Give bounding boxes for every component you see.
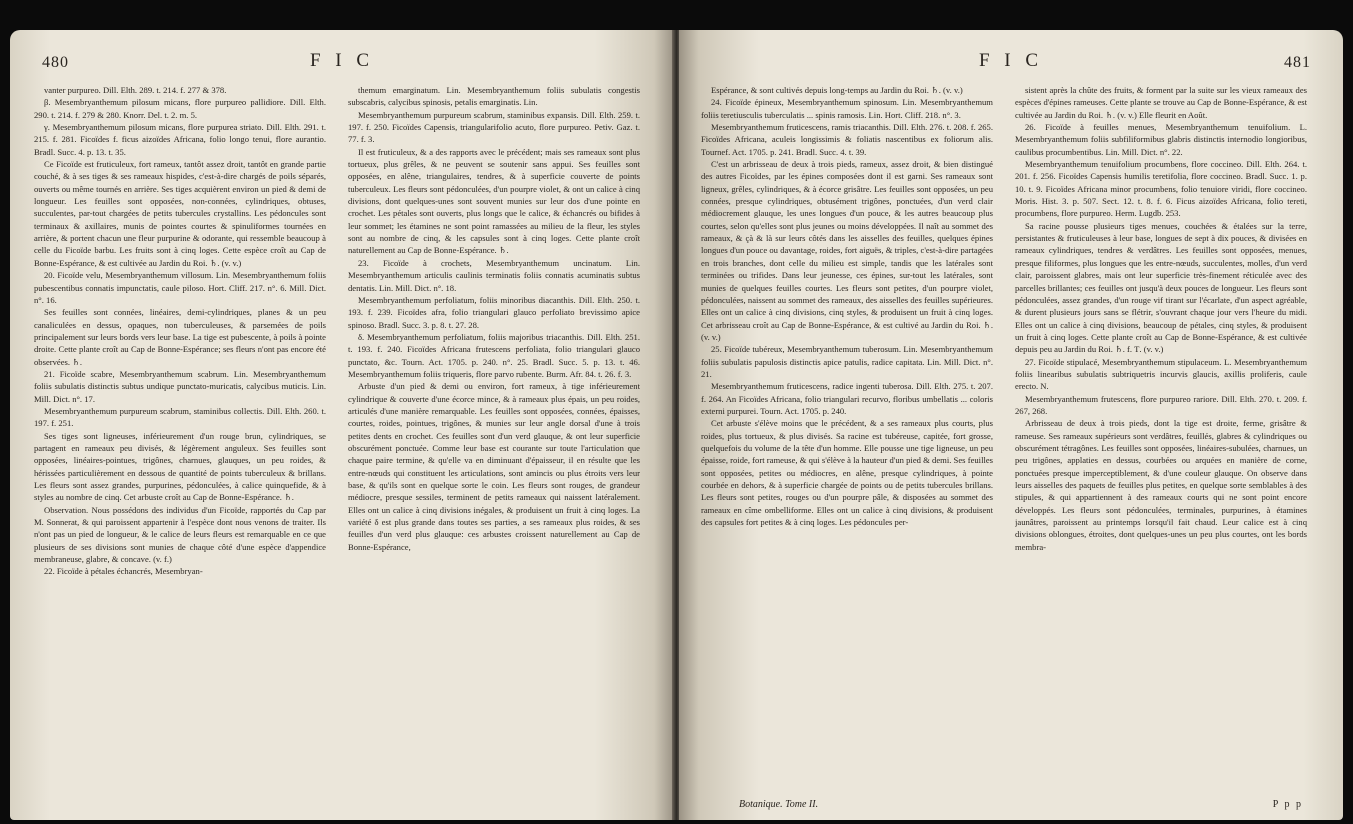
paragraph: Ses tiges sont ligneuses, inférieurement d'un rouge brun, cylindriques, se partagent en rameaux peu divisés, & légèrement anguleux. Ses feuilles sont opposées, linéaires-pointues, trigônes, charnues, glauques, un peu roides, & hérissées particulièrement en dessous de quantité de points tuberculeux & brillans. Les fleurs sont assez grandes, purpurines, pédonculées, à calice quinquefide, & à styles au nombre de cinq. Cet arbuste croît au Cap de Bonne-Espérance. ♄. xyxy=(34,430,326,503)
right-column-1 xyxy=(701,84,993,792)
paragraph: vanter purpureo. Dill. Elth. 289. t. 214. f. 277 & 378. xyxy=(44,85,227,95)
paragraph: Mesembryanthemum fruticescens, radice ingenti tuberosa. Dill. Elth. 275. t. 207. f. 264. An Ficoïdes Africana, folio triangulari recurvo, floribus umbellatis ... coloris externi purpurei. Tourn. Act. 1705. p. 240. xyxy=(701,381,993,416)
paragraph: Mesembryanthemum perfoliatum, foliis minoribus diacanthis. Dill. Elth. 250. t. 193. f. 239. Ficoïdes afra, folio triangulari glauco perfoliato brevissimo apice spinoso. Bradl. Succ. 3. p. 8. t. 27. 28. xyxy=(348,294,640,330)
paragraph: 22. Ficoïde à pétales échancrés, Mesembryan- xyxy=(44,566,203,577)
left-column-1 xyxy=(34,84,326,792)
paragraph: Arbuste d'un pied & demi ou environ, fort rameux, à tige inférieurement cylindrique & couverte d'une écorce mince, & à rameaux plus épais, un peu roides, articulés d'une manière remarquable. Les feuilles sont opposées, connées, épaisses, courtes, roides, pointues, trigônes, & munies sur leur angle dorsal d'une à trois petites dents en crochet. Ces feuilles sont d'un verd glauque, & ont leur superficie obscurément ponctuée. Comme leur base est courante sur toute l'articulation que chaque paire termine, & qu'elle va en diminuant d'épaisseur, il en résulte que les entre-nœuds qui constituent les articulations, sont amincis ou plus étroits vers leur base, & qu'ils sont en quelque sorte le coin. Les fleurs sont rouges, de grandeur médiocre, presque sessiles, terminent de petits rameaux qui naissent latéralement. Elles ont un calice à cinq divisions inégales, & produisent un fruit à cinq loges. La variété δ est plus grande dans toutes ses parties, a ses rameaux plus roides, & ses feuilles d'un verd plus glauque: ces arbustes croissent naturellement au Cap de Bonne-Espérance, xyxy=(348,381,640,552)
paragraph: Mesembryanthemum purpureum scabrum, staminibus collectis. Dill. Elth. 260. t. 197. f. 251. xyxy=(34,405,326,429)
paragraph: β. Mesembryanthemum pilosum micans, flore purpureo pallidiore. Dill. Elth. 290. t. 214. f. 279 & 280. Knorr. Del. t. 2. m. 5. xyxy=(34,97,326,120)
paragraph: 27. Ficoïde stipulacé, Mesembryanthemum stipulaceum. L. Mesembryanthemum foliis linearibus subulatis subtriquetris incurvis glaucis, axillis proliferis, caule erecto. N. xyxy=(1015,356,1307,392)
paragraph: Mesembryanthemum frutescens, flore purpureo rariore. Dill. Elth. 270. t. 209. f. 267, 268. xyxy=(1015,393,1307,416)
paragraph: 25. Ficoïde tubéreux, Mesembryanthemum tuberosum. Lin. Mesembryanthemum foliis subulatis papulosis distinctis apice patulis, radice capitata. Lin. Mill. Dict. n°. 21. xyxy=(701,344,993,379)
left-head-title: F I C xyxy=(309,50,375,71)
left-column-2 xyxy=(348,84,640,792)
right-page-number: 481 xyxy=(1284,54,1311,71)
paragraph: Cet arbuste s'élève moins que le précédent, & a ses rameaux plus courts, plus roides, plus tortueux, & plus divisés. Sa racine est tubéreuse, capitée, fort grosse, quelquefois du volume de la tête d'un homme. Elle pousse une tige ligneuse, un peu épaisse, roide, fort rameuse, & qui s'élève à la hauteur d'un pied & demi. Ses feuilles sont opposées, petites ou médiocres, en alêne, presque cylindriques, à pointe courbée en dehors, & à superficie chargée de points ou de petits tubercules brillans. Les fleurs sont petites, rouges ou d'un pourpre pâle, & disposées au sommet des rameaux en cîme ombelliforme. Elles ont un calice à cinq divisions, & produisent des capsules fort petites & à cinq loges. Les pédoncules per- xyxy=(701,418,993,528)
paragraph: Il est fruticuleux, & a des rapports avec le précédent; mais ses rameaux sont plus tortueux, plus grêles, & ne peuvent se soutenir sans appui. Ses feuilles sont opposées, en alêne, triangulaires, tendres, & à superficie couverte de points tuberculeux. Les fleurs sont pédonculées, d'un pourpre violet, & ont un calice à cinq divisions, dont quelques-unes sont souvent munies sur leur dos d'une pointe en crochet. Les pétales sont ouverts, plus longs que le calice, & échancrés ou bifides à leur sommet; les étamines ne sont point ramassées au milieu de la fleur, les styles sont au nombre de cinq, & les capsules sont à cinq loges. Cette plante croît naturellement au Cap de Bonne-Espérance. ♄. xyxy=(348,146,640,256)
right-running-head xyxy=(709,50,1313,78)
signature-mark: P p p xyxy=(1272,799,1303,810)
paragraph: Mesembryanthemum tenuifolium procumbens, flore coccineo. Dill. Elth. 264. t. 201. f. 256. Ficoïdes Capensis humilis teretifolia, flore coccineo. Bradl. Succ. 1. p. 10. t. 9. Ficoïdes Africana minor procumbens, folio tenuiore viridi, flore coccineo. Moris. Hist. 3. p. 507. Sect. 12. t. 8. f. 6. Ficus aizoïdes Africana, folio tereti, procumbens, flore purpureo. Herm. Lugdb. 253. xyxy=(1015,159,1307,219)
paragraph: 23. Ficoïde à crochets, Mesembryanthemum uncinatum. Lin. Mesembryanthemum articulis caulinis terminatis foliis connatis acuminatis subtus dentatis. Lin. Mill. Dict. n°. 18. xyxy=(348,257,640,293)
paragraph: Ce Ficoïde est fruticuleux, fort rameux, tantôt assez droit, tantôt en grande partie couché, & à ses tiges & ses rameaux hispides, c'est-à-dire chargés de poils séparés, ouverts ou même tournés en arrière. Ses tiges acquièrent environ un pied & demi de longueur. Les feuilles sont opposées, non-connées, cylindriques, obtuses, succulentes, par-tout chargées de petits tubercules crystallins. Les pédoncules sont terminaux & axillaires, munis de pointes courtes & spinuliformes tournées en arrière, & portent chacun une fleur purpurine & odorante, qui ressemble beaucoup à celle du Ficoïde barbu. Les fruits sont à cinq loges. Cette espèce croît au Cap de Bonne-Espérance, & est cultivée au Jardin du Roi. ♄. (v. v.) xyxy=(34,159,326,268)
paragraph: Ses feuilles sont connées, linéaires, demi-cylindriques, planes & un peu canaliculées en dessus, opaques, non tuberculeuses, & parsemées de poils principalement sur leurs bords vers leur base. La tige est pubescente, à poils à pointe droite. Cette plante croît au Cap de Bonne-Espérance; ses fleurs n'ont pas encore été observées. ♄. xyxy=(34,307,326,367)
paragraph: 21. Ficoïde scabre, Mesembryanthemum scabrum. Lin. Mesembryanthemum foliis subulatis distinctis subtus undique punctato-muricatis, calycibus muticis. Lin. Mill. Dict. n°. 17. xyxy=(34,368,326,404)
right-column-2 xyxy=(1015,84,1307,792)
paragraph: δ. Mesembryanthemum perfoliatum, foliis majoribus triacanthis. Dill. Elth. 251. t. 193. f. 240. Ficoïdes Africana frutescens perfoliata, folio triangulari glauco punctato, &c. Tourn. Act. 1705. p. 240. n°. 25. Bradl. Succ. 5. p. 13. t. 46. Mesembryanthemum foliis triqueris, flore parvo rubente. Burm. Afr. 84. t. 26. f. 3. xyxy=(348,331,640,379)
paragraph: Mesembryanthemum fruticescens, ramis triacanthis. Dill. Elth. 276. t. 208. f. 265. Ficoïdes Africana, aculeis longissimis & foliatis nascentibus ex foliorum alis. Tournef. Act. 1705. p. 241. Bradl. Succ. 4. t. 39. xyxy=(701,122,993,157)
right-head-title: F I C xyxy=(978,50,1044,71)
paragraph: 24. Ficoïde épineux, Mesembryanthemum spinosum. Lin. Mesembryanthemum foliis teretiusculis tuberculatis ... spinis ramosis. Lin. Hort. Cliff. 218. n°. 3. xyxy=(701,97,993,120)
paragraph: sistent après la chûte des fruits, & forment par la suite sur les vieux rameaux des espèces d'épines rameuses. Cette plante se trouve au Cap de Bonne-Espérance, & est cultivée au Jardin du Roi. ♄. (v. v.) Elle fleurit en Août. xyxy=(1015,85,1307,120)
paragraph: C'est un arbrisseau de deux à trois pieds, rameux, assez droit, & bien distingué des autres Ficoïdes, par les épines composées dont il est garni. Ses rameaux sont ligneux, grêles, cylindriques, & à écorce grisâtre. Les feuilles sont opposées, un peu connées, presque cylindriques, obtusément trigônes, ponctuées, d'un verd clair médiocrement glauque, les unes longues d'un pouce, & les autres beaucoup plus courtes, selon qu'elles sont plus jeunes ou moins développées. Il naît au sommet des rameaux, & çà & là sur leurs côtés dans les aisselles des feuilles, quelques épines longues d'un pouce ou davantage, roides, fort aiguës, & triples, c'est-à-dire partagées en trois branches, dont celle du milieu est simple, tandis que les latérales sont terminées ou trifides. Dans leur jeunesse, ces épines, sur-tout les latérales, sont munies de quelques feuilles courtes. Les fleurs sont petites, d'un pourpre violet, pédonculées, naissent au sommet des rameaux, des aisselles des feuilles supérieures. Elles ont un calice à cinq divisions, cinq styles, & produisent un fruit à cinq loges. Cet arbrisseau croît au Cap de Bonne-Espérance, & est cultivé au Jardin du Roi. ♄. (v. v.) xyxy=(701,159,993,342)
open-book xyxy=(10,30,1343,820)
paragraph: 26. Ficoïde à feuilles menues, Mesembryanthemum tenuifolium. L. Mesembryanthemum foliis subfiliformibus glabris distinctis internodio longioribus, caulibus procumbentibus. Lin. Mill. Dict. n°. 22. xyxy=(1015,122,1307,157)
paragraph: γ. Mesembryanthemum pilosum micans, flore purpurea striato. Dill. Elth. 291. t. 215. f. 281. Ficoïdes f. ficus aizoïdes Africana, folio longo tenui, flore aurantio. Bradl. Succ. 4. p. 13. t. 35. xyxy=(34,122,326,157)
left-page xyxy=(10,30,674,820)
volume-footer: Botanique. Tome II. xyxy=(739,799,819,810)
paragraph: themum emarginatum. Lin. Mesembryanthemum foliis subulatis congestis subscabris, calycibus spinosis, petalis emarginatis. Lin. xyxy=(348,85,640,108)
left-running-head xyxy=(40,50,644,78)
paragraph: Sa racine pousse plusieurs tiges menues, couchées & étalées sur la terre, persistantes & fruticuleuses à leur base, longues de sept à dix pouces, & divisées en rameaux cylindriques, tendres & verdâtres. Les feuilles sont opposées, menues, presque filiformes, plus longues que les entre-nœuds, succulentes, molles, d'un verd clair, paroissent glabres, mais ont leur superficie très-finement réticulée avec des parcelles brillantes; ces feuilles ont jusqu'à deux pouces de longueur. Les fleurs sont pédonculées, assez grandes, d'un rouge vif tirant sur l'écarlate, d'un aspect agréable, & durent plusieurs jours sans se flétrir, s'ouvrant chaque jour vers l'heure du midi. Elles ont un calice à cinq divisions, beaucoup de pétales, cinq styles, & produisent un fruit à cinq loges. Cette plante croît au Cap de Bonne-Espérance, & est cultivée depuis peu au Jardin du Roi. ♄. f. Ƭ. (v. v.) xyxy=(1015,220,1307,355)
paragraph: Arbrisseau de deux à trois pieds, dont la tige est droite, ferme, grisâtre & rameuse. Ses rameaux supérieurs sont verdâtres, feuillés, glabres & cylindriques ou obscurément tétragônes. Les feuilles sont opposées, linéaires-subulées, charnues, un peu trigônes, applaties en dessus, courbées ou arquées en manière de corne, ponctuées presque imperceptiblement, & d'une couleur glauque. On observe dans leurs aisselles des paquets de feuilles plus petites, en quelque sorte semblables à des stipules, & qui appartiennent à des rameaux courts qui ne sont point encore développés. Les fleurs sont pédonculées, terminales, purpurines, à étamines jaunâtres, paroissent au printemps lorsqu'il fait chaud. Leur calice est à cinq divisions oblongues, étroites, dont quelques-unes un peu plus courtes, ont les bords membra- xyxy=(1015,418,1307,552)
paragraph: Observation. Nous possédons des individus d'un Ficoïde, rapportés du Cap par M. Sonnerat, & qui paroissent appartenir à l'espèce dont nous venons de traiter. Ils n'ont pas un pied de longueur, & le calice de leurs fleurs est remarquable en ce que plusieurs de ses divisions sont munies de chaque côté d'une espèce d'appendice membraneuse, glabre, & concave. (v. f.) xyxy=(34,504,326,565)
right-page xyxy=(679,30,1343,820)
paragraph: Espérance, & sont cultivés depuis long-temps au Jardin du Roi. ♄. (v. v.) xyxy=(711,85,963,95)
paragraph: 20. Ficoïde velu, Mesembryanthemum villosum. Lin. Mesembryanthemum foliis pubescentibus connatis impunctatis, caule piloso. Hort. Cliff. 217. n°. 6. Mill. Dict. n°. 16. xyxy=(34,270,326,305)
paragraph: Mesembryanthemum purpureum scabrum, staminibus expansis. Dill. Elth. 259. t. 197. f. 250. Ficoïdes Capensis, triangularifolio acuto, flore purpureo. Petiv. Gaz. t. 77. f. 3. xyxy=(348,109,640,145)
left-page-number: 480 xyxy=(42,54,69,71)
